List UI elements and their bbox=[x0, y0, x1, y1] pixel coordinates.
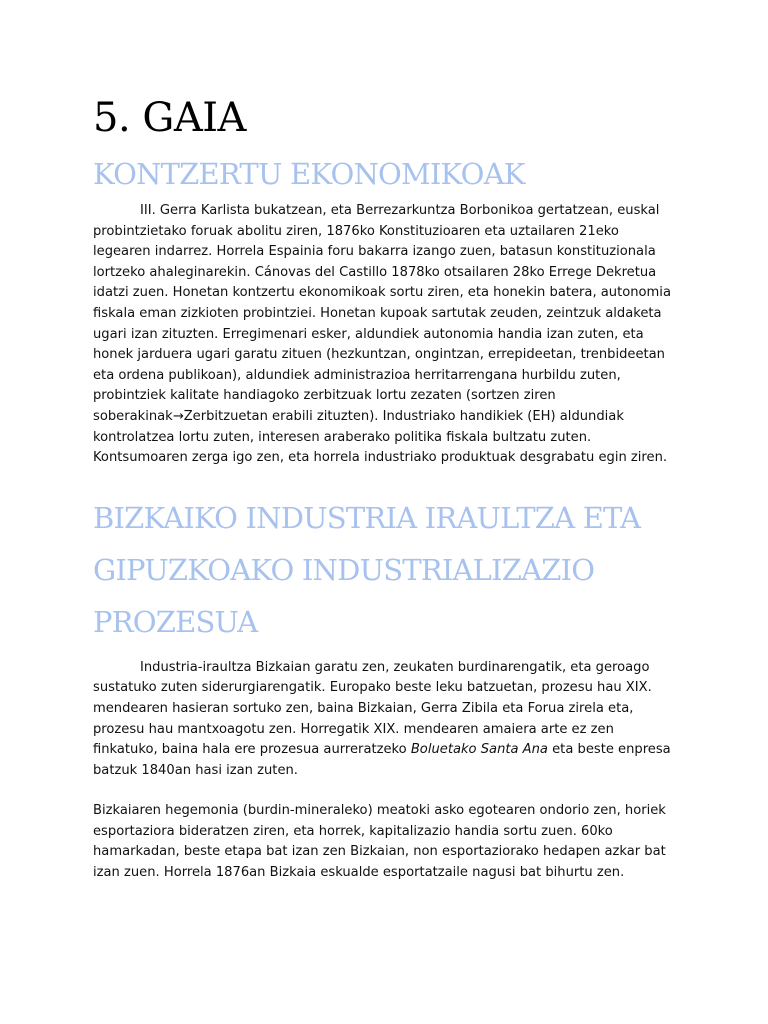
paragraph-text: Industria-iraultza Bizkaian garatu zen, zeukaten burdinarengatik, eta geroago sustatuko zuten siderurgiarengatik. Europako beste leku batzuetan, prozesu hau XIX. mendearen hasieran sortuko zen, baina Bizkaian, Gerra Zibila eta Forua zirela eta, prozesu hau mantxoagotu zen. Horregatik XIX. mendearen amaiera arte ez zen finkatuko, baina hala ere prozesua aurreratzeko bbox=[93, 659, 652, 758]
section-paragraph-kontzertu: III. Gerra Karlista bukatzean, eta Berrezarkuntza Borbonikoa gertatzean, euskal probintzietako foruak abolitu ziren, 1876ko Konstituzioaren eta uztailaren 21eko legearen indarrez. Horrela Espainia foru bakarra izango zuen, batasun konstituzionala lortzeko ahaleginarekin. Cánovas del Castillo 1878ko otsailaren 28ko Errege Dekretua idatzi zuen. Honetan kontzertu ekonomikoak sortu ziren, eta honekin batera, autonomia fiskala eman zizkioten probintziei. Honetan kupoak sartutak zeuden, zeintzuk aldaketa ugari izan zituzten. Erregimenari esker, aldundiek autonomia handia izan zuten, eta honek jarduera ugari garatu zituen (hezkuntzan, ongintzan, errepideetan, trenbideetan eta ordena publikoan), aldundiek administrazioa herritarrengana hurbildu zuten, probintziek kalitate handiagoko zerbitzuak lortu zezaten (sortzen ziren soberakinak→Zerbitzuetan erabili zituzten). Industriako handikiek (EH) aldundiak kontrolatzea lortu zuten, interesen araberako politika fiskala bultzatu zuten. Kontsumoaren zerga igo zen, eta horrela industriako produktuak desgrabatu egin ziren. bbox=[93, 203, 671, 466]
chapter-title: 5. GAIA bbox=[93, 95, 246, 141]
section-heading-industria: BIZKAIKO INDUSTRIA IRAULTZA ETA GIPUZKOAKO INDUSTRIALIZAZIO PROZESUA bbox=[93, 500, 641, 639]
section-paragraph-industria-1 bbox=[93, 658, 678, 782]
company-name-italic: Boluetako Santa Ana bbox=[410, 742, 548, 758]
document-page bbox=[93, 92, 678, 884]
paragraph-text: eta beste enpresa batzuk 1840an hasi izan zuten. bbox=[93, 742, 671, 778]
section-paragraph-industria-2: Bizkaiaren hegemonia (burdin-mineraleko) meatoki asko egotearen ondorio zen, horiek esportaziora bideratzen ziren, eta horrek, kapitalizazio handia sortu zuen. 60ko hamarkadan, beste etapa bat izan zen Bizkaian, non esportaziorako hedapen azkar bat izan zuen. Horrela 1876an Bizkaia eskualde esportatzaile nagusi bat bihurtu zen. bbox=[93, 803, 666, 881]
section-heading-kontzertu: KONTZERTU EKONOMIKOAK bbox=[93, 157, 525, 191]
